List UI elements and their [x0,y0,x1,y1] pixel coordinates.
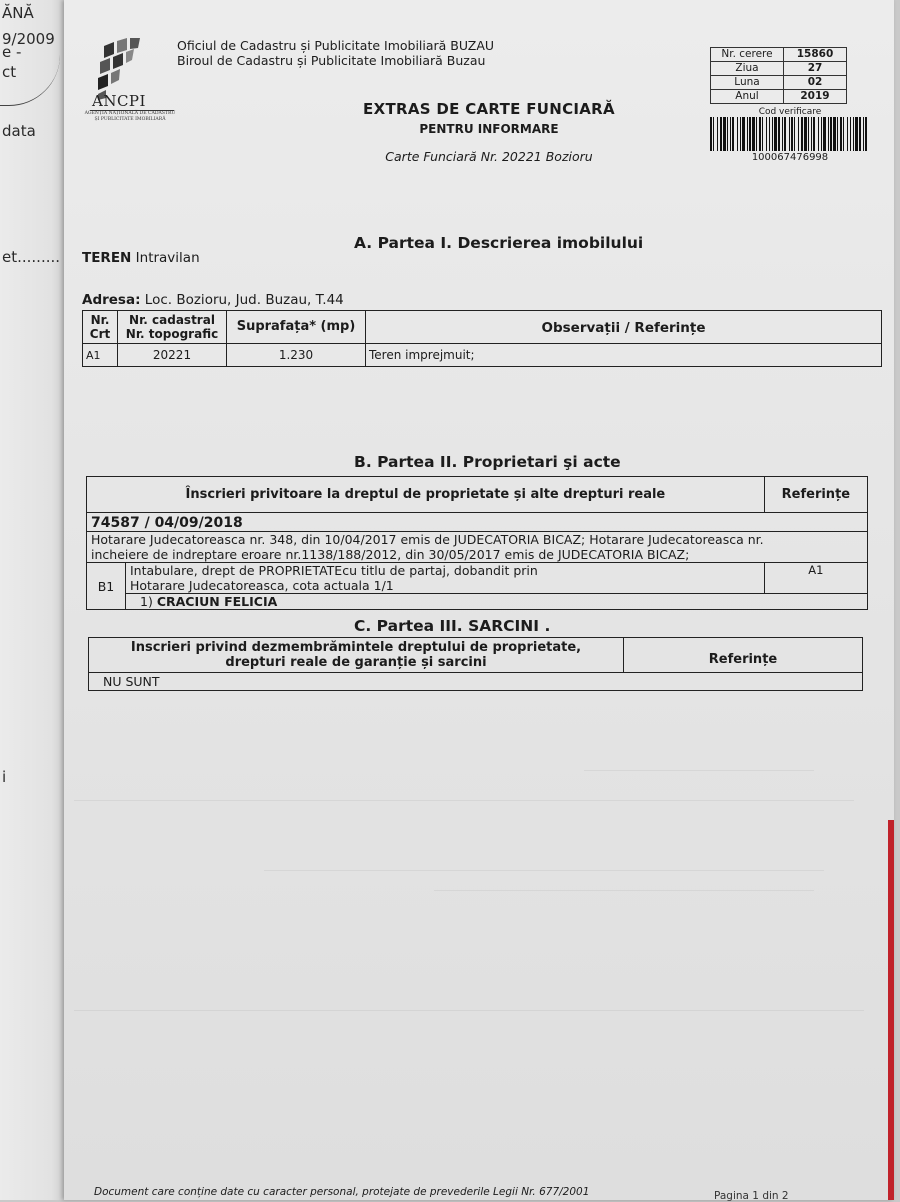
col-references: Referințe [624,638,863,673]
agency-full-name: AGENȚIA NAȚIONALĂ DE CADASTRU ȘI PUBLICITATE IMOBILIARĂ [84,111,176,122]
ownership-table [86,476,868,610]
col-surface: Suprafața* (mp) [227,311,366,344]
col-encumbrances: Inscrieri privind dezmembrămintele dreptului de proprietate, [130,640,582,655]
owner-name: CRACIUN FELICIA [156,594,278,609]
left-fragment: et......... [2,248,61,266]
table-row [83,344,882,367]
b1-code: B1 [87,563,126,610]
encumbrances-table [88,637,863,691]
request-value: 02 [784,76,847,90]
request-value: 2019 [784,90,847,104]
document-subtitle: PENTRU INFORMARE [419,122,559,136]
property-table [82,310,882,367]
owner-row [87,594,868,610]
table-row [89,673,863,691]
bureau-name: Biroul de Cadastru și Publicitate Imobiliară Buzau [177,53,486,68]
barcode-icon [709,117,871,151]
col-encumbrances-sub: drepturi reale de garanție și sarcini [225,655,487,670]
left-fragment: e - [2,43,22,61]
row-cadastral: 20221 [118,344,227,367]
left-fragment: i [2,768,7,786]
request-row [711,48,847,62]
col-nr: Nr. [90,313,110,327]
barcode-number: 100067476998 [751,152,829,163]
request-row [711,90,847,104]
col-crt: Crt [89,327,111,341]
col-topographic: Nr. topografic [125,327,219,341]
request-label: Ziua [711,62,784,76]
red-binder-edge [888,820,894,1200]
col-cadastral: Nr. cadastral [129,313,215,327]
office-name: Oficiul de Cadastru și Publicitate Imobiliară BUZAU [177,38,495,53]
privacy-notice: Document care conține date cu caracter personal, protejate de prevederile Legii Nr. 677/2001 [94,1186,590,1198]
encumbrances-table-header [89,638,863,673]
col-inscrieri: Înscrieri privitoare la dreptul de proprietate și alte drepturi reale [87,477,765,513]
request-label: Nr. cerere [711,48,784,62]
page-number: Pagina 1 din 2 [714,1190,789,1202]
b1-reference: A1 [764,563,867,594]
left-fragment: data [2,122,36,140]
b1-line: Hotarare Judecatoreasca, cota actuala 1/1 [130,578,394,593]
document-title: EXTRAS DE CARTE FUNCIARĂ [363,100,615,118]
b1-line: Intabulare, drept de PROPRIETATEcu titlu de partaj, dobandit prin [130,563,538,578]
land-registry-extract [64,0,894,1200]
col-observations: Observații / Referințe [366,311,882,344]
section-a-heading: A. Partea I. Descrierea imobilului [354,234,644,252]
request-value: 27 [784,62,847,76]
request-value: 15860 [784,48,847,62]
entry-line: Hotarare Judecatoreasca nr. 348, din 10/04/2017 emis de JUDECATORIA BICAZ; Hotarare Judecatoreasca nr. [91,532,764,547]
request-info-table [710,47,847,104]
left-fragment: 9/2009 [2,30,55,48]
address-line [82,292,344,308]
verification-code-label: Cod verificare [758,107,822,117]
cf-number: Carte Funciară Nr. 20221 Bozioru [385,149,593,164]
left-fragment: ĂNĂ [2,4,34,22]
row-surface: 1.230 [227,344,366,367]
entry-line: incheiere de indreptare eroare nr.1138/188/2012, din 30/05/2017 emis de JUDECATORIA BICAZ; [91,547,690,562]
entry-description-row [87,532,868,563]
left-fragment: ct [2,63,17,81]
agency-abbreviation: ANCPI [92,92,146,110]
table-row [87,563,868,594]
row-observations: Teren imprejmuit; [366,344,882,367]
property-type-bold: TEREN [82,250,132,266]
pen-stroke [0,55,60,106]
section-b-heading: B. Partea II. Proprietari şi acte [354,453,621,471]
entry-id: 74587 / 04/09/2018 [87,513,868,532]
entry-id-row [87,513,868,532]
row-nr: A1 [83,344,118,367]
ownership-table-header [87,477,868,513]
property-type [82,250,200,266]
owner-index: 1) [140,594,153,609]
underlying-page [0,0,64,1200]
col-references: Referințe [764,477,867,513]
request-row [711,62,847,76]
request-label: Anul [711,90,784,104]
request-label: Luna [711,76,784,90]
property-table-header [83,311,882,344]
section-c-heading: C. Partea III. SARCINI . [354,617,551,635]
address-label: Adresa: [82,292,141,308]
encumbrances-value: NU SUNT [89,673,863,691]
address-value: Loc. Bozioru, Jud. Buzau, T.44 [144,292,344,308]
request-row [711,76,847,90]
property-type-rest: Intravilan [135,250,200,266]
